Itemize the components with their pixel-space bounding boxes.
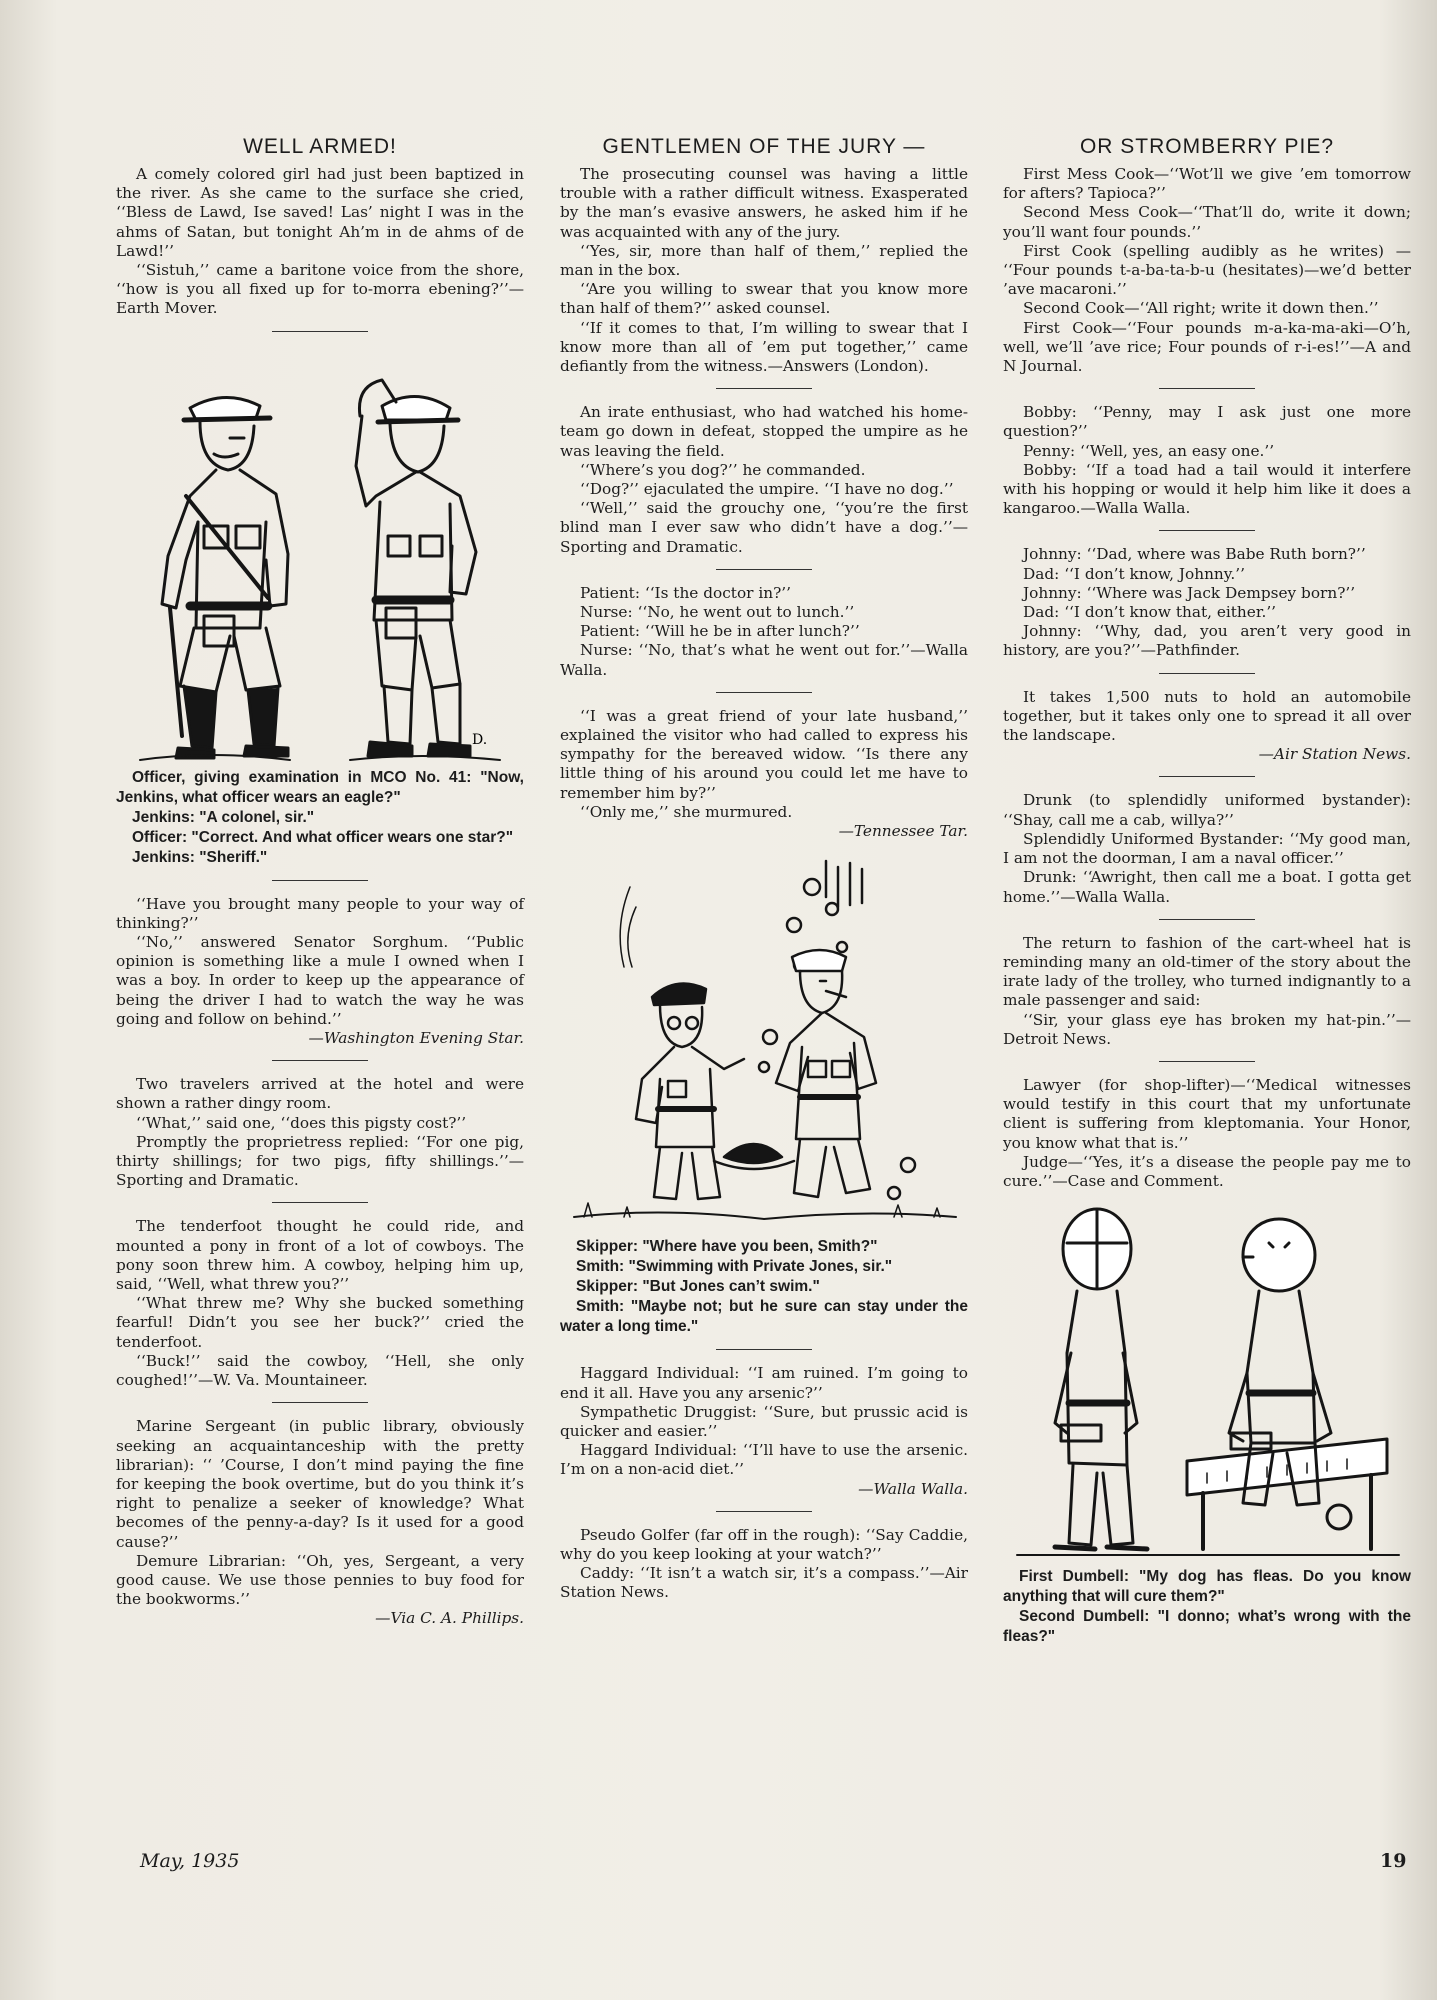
divider: [716, 692, 812, 693]
joke-widow: ‘‘I was a great friend of your late husband,’’ explained the visitor who had called to express his sympathy for the bereaved widow. ‘‘Is there any little thing of his around you could let me have to remember him by?’’ ‘‘Only me,’’ she murmured. —Tennessee Tar.: [560, 706, 968, 841]
swimming-cartoon: [564, 847, 964, 1233]
joke-librarian: Marine Sergeant (in public library, obviously seeking an acquaintanceship with the pretty librarian): ‘‘ ’Course, I don’t mind paying the fine for keeping the book overtime, but do you think it’s right to penalize a seeker of knowledge? What becomes of the penny-a-day? Is it used for a good cause?’’ Demure Librarian: ‘‘Oh, yes, Sergeant, a very good cause. We use those pennies to buy food for the bookworms.’’ —Via C. A. Phillips.: [116, 1417, 524, 1628]
dumbells-cartoon: [1007, 1203, 1407, 1563]
caption-officers: Officer, giving examination in MCO No. 41: "Now, Jenkins, what officer wears an eagle?" Jenkins: "A colonel, sir." Officer: "Correct. And what officer wears one star?" Jenkins: "Sheriff.": [116, 768, 524, 866]
divider: [1159, 776, 1255, 777]
joke-jury: The prosecuting counsel was having a little trouble with a rather difficult witness. Exasperated by the man’s evasive answers, he asked him if he was acquainted with any of the jury. ‘‘Yes, sir, more than half of them,’’ replied the man in the box. ‘‘Are you willing to swear that you know more than half of them?’’ asked counsel. ‘‘If it comes to that, I’m willing to swear that I know more than all of ’em put together,’’ came defiantly from the witness.—Answers (London).: [560, 165, 968, 376]
joke-golfer: Pseudo Golfer (far off in the rough): ‘‘Say Caddie, why do you keep looking at your watch?’’ Caddy: ‘‘It isn’t a watch sir, it’s a compass.’’—Air Station News.: [560, 1525, 968, 1602]
heading-gentlemen-of-the-jury: GENTLEMEN OF THE JURY —: [602, 135, 926, 158]
divider: [1159, 530, 1255, 531]
divider: [272, 880, 368, 881]
divider: [716, 388, 812, 389]
joke-kleptomania: Lawyer (for shop-lifter)—‘‘Medical witnesses would testify in this court that my unfortunate client is suffering from kleptomania. Your Honor, you know what that is.’’ Judge—‘‘Yes, it’s a disease the people pay me to cure.’’—Case and Comment.: [1003, 1075, 1411, 1190]
divider: [272, 1202, 368, 1203]
joke-baptism: A comely colored girl had just been baptized in the river. As she came to the surface she cried, ‘‘Bless de Lawd, Ise saved! Las’ night I was in the ahms of Satan, but tonight Ah’m in de ahms of de Lawd!’’ ‘‘Sistuh,’’ came a baritone voice from the shore, ‘‘how is you all fixed up for to-morra ebening?’’—Earth Mover.: [116, 165, 524, 318]
divider: [272, 331, 368, 332]
joke-senator: ‘‘Have you brought many people to your way of thinking?’’ ‘‘No,’’ answered Senator Sorghum. ‘‘Public opinion is something like a mule I owned when I was a boy. In order to keep up the appearance of being the driver I had to watch the way he was going and follow on behind.’’ —Washington Evening Star.: [116, 894, 524, 1048]
joke-umpire: An irate enthusiast, who had watched his home-team go down in defeat, stopped the umpire as he was leaving the field. ‘‘Where’s you dog?’’ he commanded. ‘‘Dog?’’ ejaculated the umpire. ‘‘I have no dog.’’ ‘‘Well,’’ said the grouchy one, ‘‘you’re the first blind man I ever saw who didn’t have a dog.’’—Sporting and Dramatic.: [560, 403, 968, 556]
column-2: [560, 135, 968, 1603]
joke-pigsty: Two travelers arrived at the hotel and were shown a rather dingy room. ‘‘What,’’ said one, ‘‘does this pigsty cost?’’ Promptly the proprietress replied: ‘‘For one pig, thirty shillings; for two pigs, fifty shillings.’’—Sporting and Dramatic.: [116, 1075, 524, 1190]
page-number: 19: [1380, 1850, 1407, 1872]
heading-well-armed: WELL ARMED!: [243, 135, 397, 158]
divider: [716, 1349, 812, 1350]
caption-swimming: Skipper: "Where have you been, Smith?" Smith: "Swimming with Private Jones, sir." Skipper: "But Jones can’t swim." Smith: "Maybe not; but he sure can stay under the water a long time.": [560, 1238, 968, 1336]
joke-tenderfoot: The tenderfoot thought he could ride, and mounted a pony in front of a lot of cowboys. The pony soon threw him. A cowboy, helping him up, said, ‘‘Well, what threw you?’’ ‘‘What threw me? Why she bucked something fearful! Didn’t you see her buck?’’ cried the tenderfoot. ‘‘Buck!’’ said the cowboy, ‘‘Hell, she only coughed!’’—W. Va. Mountaineer.: [116, 1217, 524, 1390]
officers-cartoon: [120, 346, 520, 764]
cartoon-signature: D.: [472, 731, 488, 748]
issue-date: May, 1935: [140, 1850, 240, 1872]
joke-doctor: Patient: ‘‘Is the doctor in?’’ Nurse: ‘‘No, he went out to lunch.’’ Patient: ‘‘Will he be in after lunch?’’ Nurse: ‘‘No, that’s what he went out for.’’—Walla Walla.: [560, 583, 968, 679]
column-1: [116, 135, 524, 1629]
divider: [1159, 388, 1255, 389]
divider: [1159, 1061, 1255, 1062]
joke-mess-cooks: First Mess Cook—‘‘Wot’ll we give ’em tomorrow for afters? Tapioca?’’ Second Mess Cook—‘‘That’ll do, write it down; you’ll want four pounds.’’ First Cook (spelling audibly as he writes) — ‘‘Four pounds t-a-ba-ta-b-u (hesitates)—we’d better ’ave macaroni.’’ Second Cook—‘‘All right; write it down then.’’ First Cook—‘‘Four pounds m-a-ka-ma-aki—O’h, well, we’ll ’ave rice; Four pounds of r-i-es!’’—A and N Journal.: [1003, 165, 1411, 376]
joke-nuts: It takes 1,500 nuts to hold an automobile together, but it takes only one to spread it all over the landscape. —Air Station News.: [1003, 687, 1411, 764]
joke-drunk: Drunk (to splendidly uniformed bystander): ‘‘Shay, call me a cab, willya?’’ Splendidly Uniformed Bystander: ‘‘My good man, I am not the doorman, I am a naval officer.’’ Drunk: ‘‘Awright, then call me a boat. I gotta get home.’’—Walla Walla.: [1003, 791, 1411, 906]
joke-arsenic: Haggard Individual: ‘‘I am ruined. I’m going to end it all. Have you any arsenic?’’ Sympathetic Druggist: ‘‘Sure, but prussic acid is quicker and easier.’’ Haggard Individual: ‘‘I’ll have to use the arsenic. I’m on a non-acid diet.’’ —Walla Walla.: [560, 1364, 968, 1498]
divider: [716, 1511, 812, 1512]
column-3: [1003, 135, 1411, 1647]
divider: [716, 569, 812, 570]
divider: [1159, 919, 1255, 920]
joke-toad: Bobby: ‘‘Penny, may I ask just one more question?’’ Penny: ‘‘Well, yes, an easy one.’’ Bobby: ‘‘If a toad had a tail would it interfere with his hopping or would it help him like it does a kangaroo.—Walla Walla.: [1003, 403, 1411, 518]
divider: [272, 1060, 368, 1061]
caption-dumbells: First Dumbell: "My dog has fleas. Do you know anything that will cure them?" Second Dumbell: "I donno; what’s wrong with the fleas?": [1003, 1568, 1411, 1646]
joke-glass-eye: The return to fashion of the cart-wheel hat is reminding many an old-timer of the story about the irate lady of the trolley, who turned indignantly to a male passenger and said: ‘‘Sir, your glass eye has broken my hat-pin.’’—Detroit News.: [1003, 933, 1411, 1048]
divider: [1159, 673, 1255, 674]
joke-history: Johnny: ‘‘Dad, where was Babe Ruth born?’’ Dad: ‘‘I don’t know, Johnny.’’ Johnny: ‘‘Where was Jack Dempsey born?’’ Dad: ‘‘I don’t know that, either.’’ Johnny: ‘‘Why, dad, you aren’t very good in history, are you?’’—Pathfinder.: [1003, 545, 1411, 660]
divider: [272, 1402, 368, 1403]
heading-stromberry-pie: OR STROMBERRY PIE?: [1079, 135, 1335, 158]
